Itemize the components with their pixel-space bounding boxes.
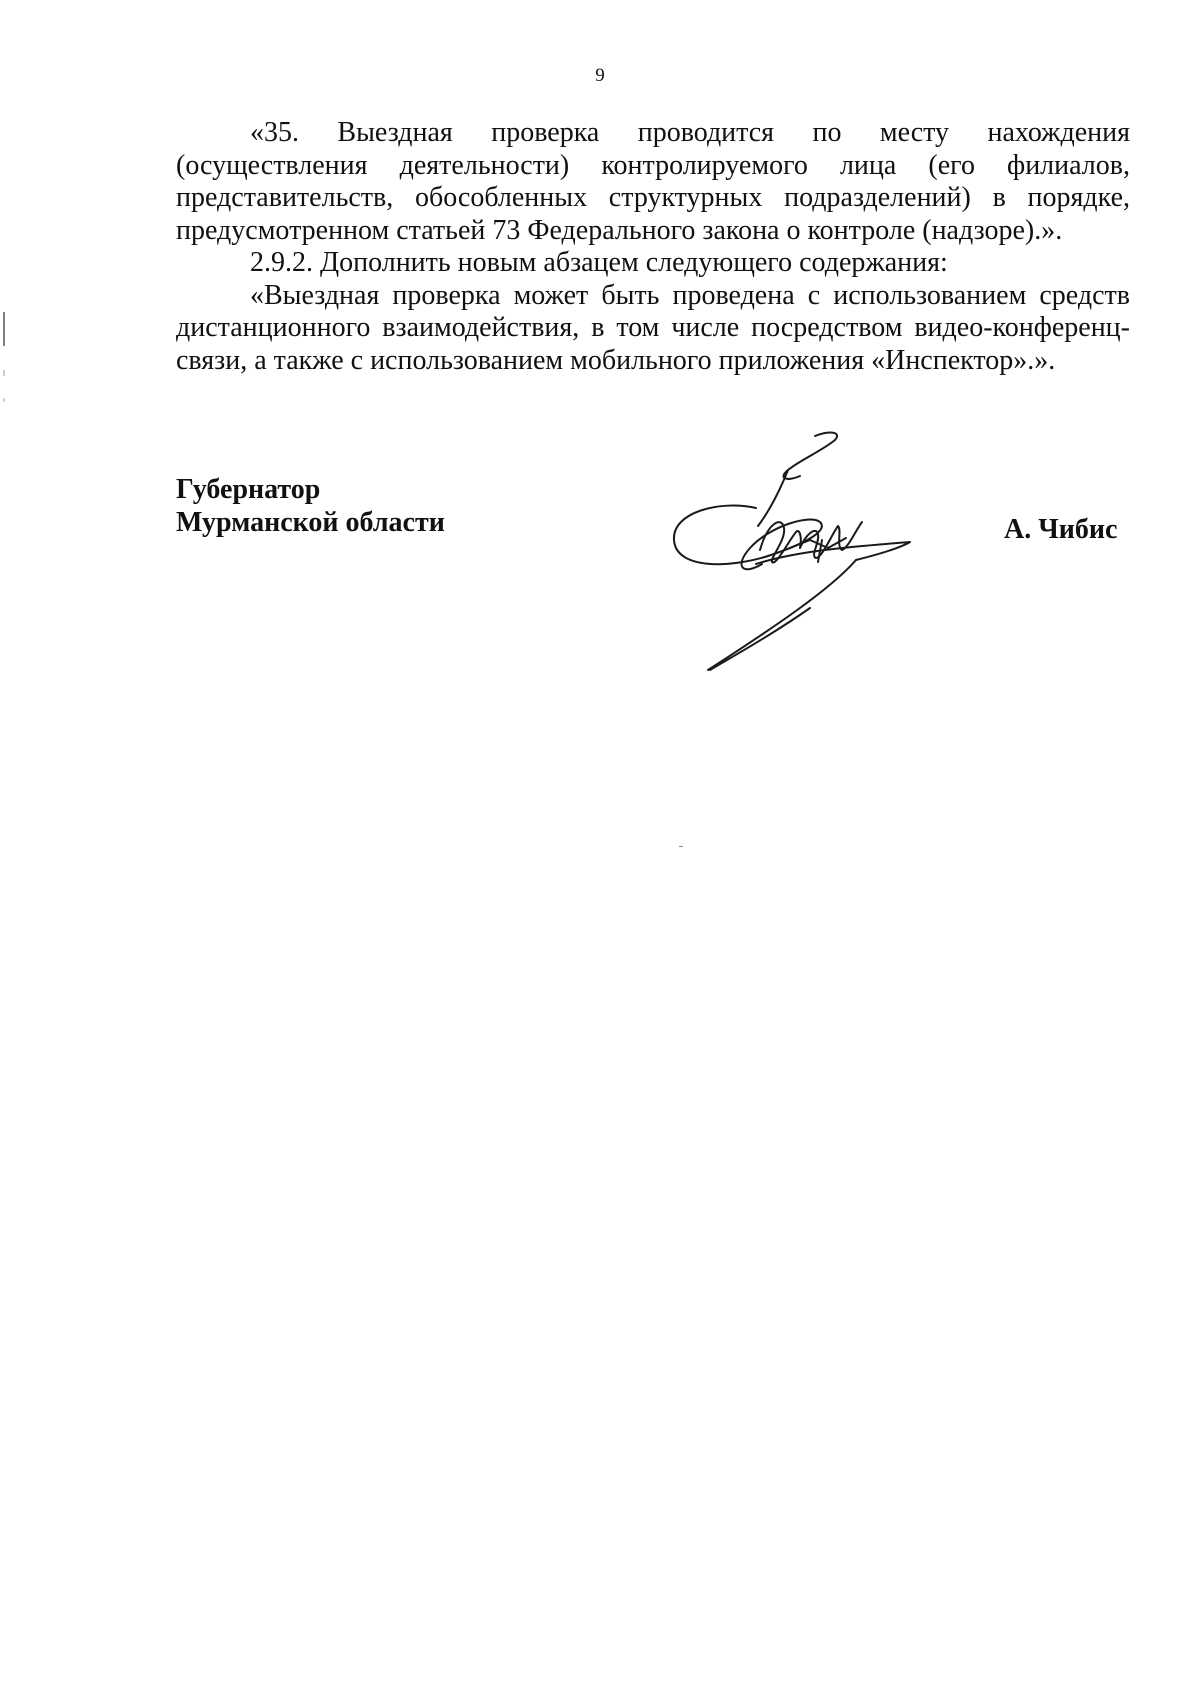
signature-icon (660, 430, 960, 710)
document-body (176, 117, 1130, 377)
signer-name: А. Чибис (1004, 514, 1118, 545)
position-region: Мурманской области (176, 507, 445, 538)
signoff-position (176, 473, 445, 539)
paragraph-new-text: «Выездная проверка может быть проведена с использованием средств дистанционного взаимодействия, в том числе посредством видео-конференц-связи, а также с использованием мобильного приложения «Инспектор».». (176, 279, 1130, 376)
position-title: Губернатор (176, 474, 321, 505)
page-number: 9 (595, 65, 605, 86)
paragraph-amendment-2-9-2: 2.9.2. Дополнить новым абзацем следующего содержания: (250, 247, 948, 278)
scan-margin-marks (0, 300, 12, 430)
paragraph-clause-35: «35. Выездная проверка проводится по месту нахождения (осуществления деятельности) контролируемого лица (его филиалов, представительств, обособленных структурных подразделений) в порядке, предусмотренном статьей 73 Федерального закона о контроле (надзоре).». (176, 117, 1130, 246)
scan-speck (679, 846, 683, 847)
